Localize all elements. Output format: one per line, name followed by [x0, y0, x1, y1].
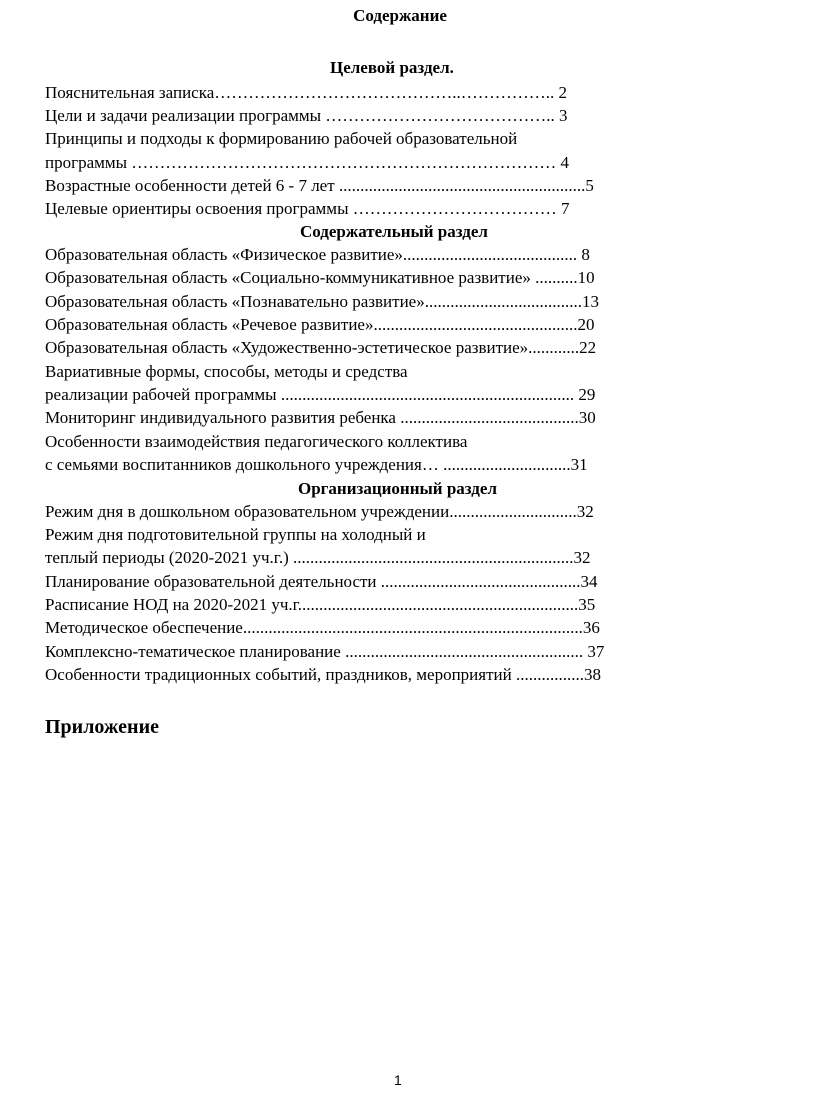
toc-title: Содержание: [353, 6, 447, 25]
toc-line: Образовательная область «Познавательно развитие».....................................13: [45, 292, 599, 311]
toc-line: теплый периоды (2020-2021 уч.г.) ..................................................................32: [45, 548, 591, 567]
section-heading-target: Целевой раздел.: [330, 58, 454, 77]
toc-line: Режим дня в дошкольном образовательном учреждении..............................32: [45, 502, 594, 521]
toc-line: Образовательная область «Речевое развитие»................................................20: [45, 315, 595, 334]
toc-line: Целевые ориентиры освоения программы ……………………………… 7: [45, 199, 570, 218]
toc-line: Возрастные особенности детей 6 - 7 лет ..........................................................5: [45, 176, 594, 195]
toc-line: Расписание НОД на 2020-2021 уч.г..................................................................35: [45, 595, 596, 614]
toc-line: реализации рабочей программы ..................................................................... 29: [45, 385, 596, 404]
toc-line: Принципы и подходы к формированию рабочей образовательной: [45, 129, 518, 148]
page-number: 1: [394, 1072, 402, 1088]
toc-line: Пояснительная записка……………………………………..…………….. 2: [45, 83, 568, 102]
toc-line: Образовательная область «Художественно-эстетическое развитие»............22: [45, 338, 597, 357]
toc-line: Комплексно-тематическое планирование ........................................................ 37: [45, 642, 605, 661]
toc-line: Образовательная область «Социально-коммуникативное развитие» ..........10: [45, 268, 595, 287]
toc-line: Особенности взаимодействия педагогического коллектива: [45, 432, 468, 451]
toc-line: Методическое обеспечение................................................................................36: [45, 618, 600, 637]
toc-line: Особенности традиционных событий, праздников, мероприятий ................38: [45, 665, 601, 684]
toc-line: программы ………………………………………………………………… 4: [45, 153, 570, 172]
toc-line: Планирование образовательной деятельности ...............................................34: [45, 572, 598, 591]
toc-line: Вариативные формы, способы, методы и средства: [45, 362, 408, 381]
section-heading-content: Содержательный раздел: [300, 222, 488, 241]
appendix-heading: Приложение: [45, 716, 159, 738]
toc-line: Режим дня подготовительной группы на холодный и: [45, 525, 426, 544]
toc-line: с семьями воспитанников дошкольного учреждения… ..............................31: [45, 455, 588, 474]
section-heading-organizational: Организационный раздел: [298, 479, 497, 498]
toc-line: Мониторинг индивидуального развития ребенка ..........................................30: [45, 408, 596, 427]
toc-line: Цели и задачи реализации программы ………………………………….. 3: [45, 106, 568, 125]
toc-line: Образовательная область «Физическое развитие»......................................... 8: [45, 245, 590, 264]
